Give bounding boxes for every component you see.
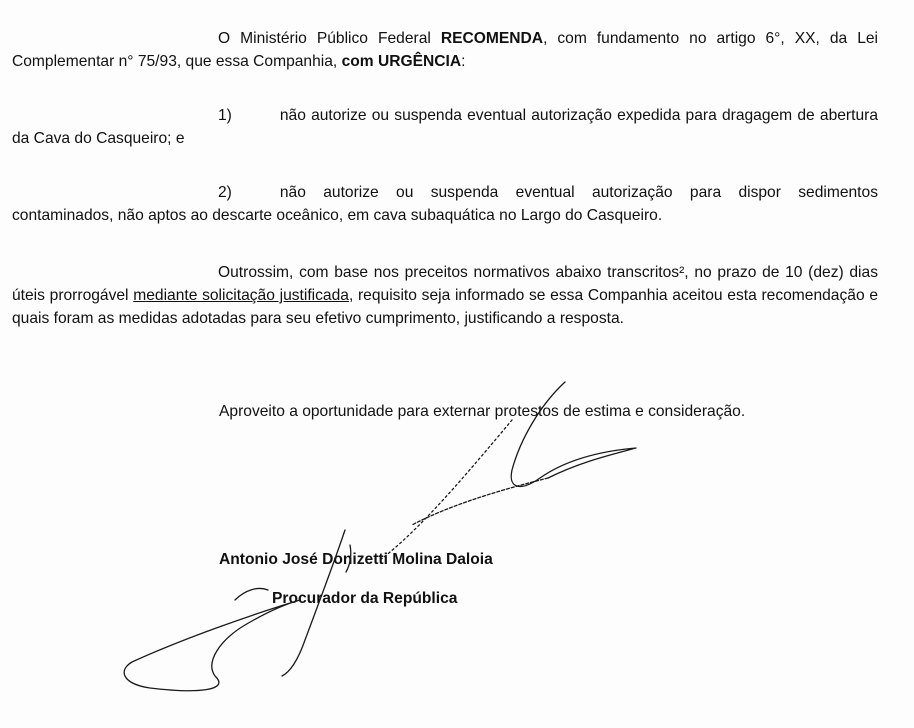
recomenda-bold: RECOMENDA — [440, 30, 544, 47]
item-1-paragraph — [12, 104, 878, 150]
item-1-text: não autorize ou suspenda eventual autorização expedida para dragagem de abertura da Cava do Casqueiro; e — [12, 107, 878, 147]
recommendation-paragraph — [12, 27, 878, 73]
footnote-marker: ² — [679, 264, 685, 281]
urgencia-bold: com URGÊNCIA — [341, 53, 462, 70]
item-2-paragraph — [12, 181, 878, 227]
signature-stroke-2 — [412, 478, 548, 525]
item-2-text: não autorize ou suspenda eventual autorização para dispor sedimentos contaminados, não aptos ao descarte oceânico, em cava subaquática no Largo do Casqueiro. — [12, 184, 878, 224]
request-mid: , no prazo de 10 (dez) dias úteis prorrogável — [12, 264, 878, 304]
signature-stroke-6 — [235, 588, 268, 600]
signature-stroke-1 — [511, 382, 636, 486]
closing-line: Aproveito a oportunidade para externar protestos de estima e consideração. — [219, 403, 746, 420]
request-paragraph — [12, 261, 878, 330]
mid-text: , com fundamento no artigo 6°, XX, da Lei Complementar n° 75/93, que essa Companhia, — [12, 30, 878, 70]
signer-title: Procurador da República — [272, 590, 458, 607]
signature-stroke-5 — [124, 600, 300, 691]
underlined-phrase: mediante solicitação justificada — [133, 287, 349, 304]
request-end: , requisito seja informado se essa Companhia aceitou esta recomendação e quais foram as medidas adotadas para seu efetivo cumprimento, justificando a resposta. — [12, 287, 878, 327]
end-text: : — [461, 53, 466, 70]
item-1-number: 1) — [218, 107, 232, 124]
request-start: Outrossim, com base nos preceitos normativos abaixo transcritos — [218, 264, 680, 281]
item-2-number: 2) — [218, 184, 232, 201]
signer-name: Antonio José Donizetti Molina Daloia — [219, 551, 493, 568]
signature-stroke-3 — [380, 420, 512, 560]
intro-text: O Ministério Público Federal — [218, 30, 441, 47]
